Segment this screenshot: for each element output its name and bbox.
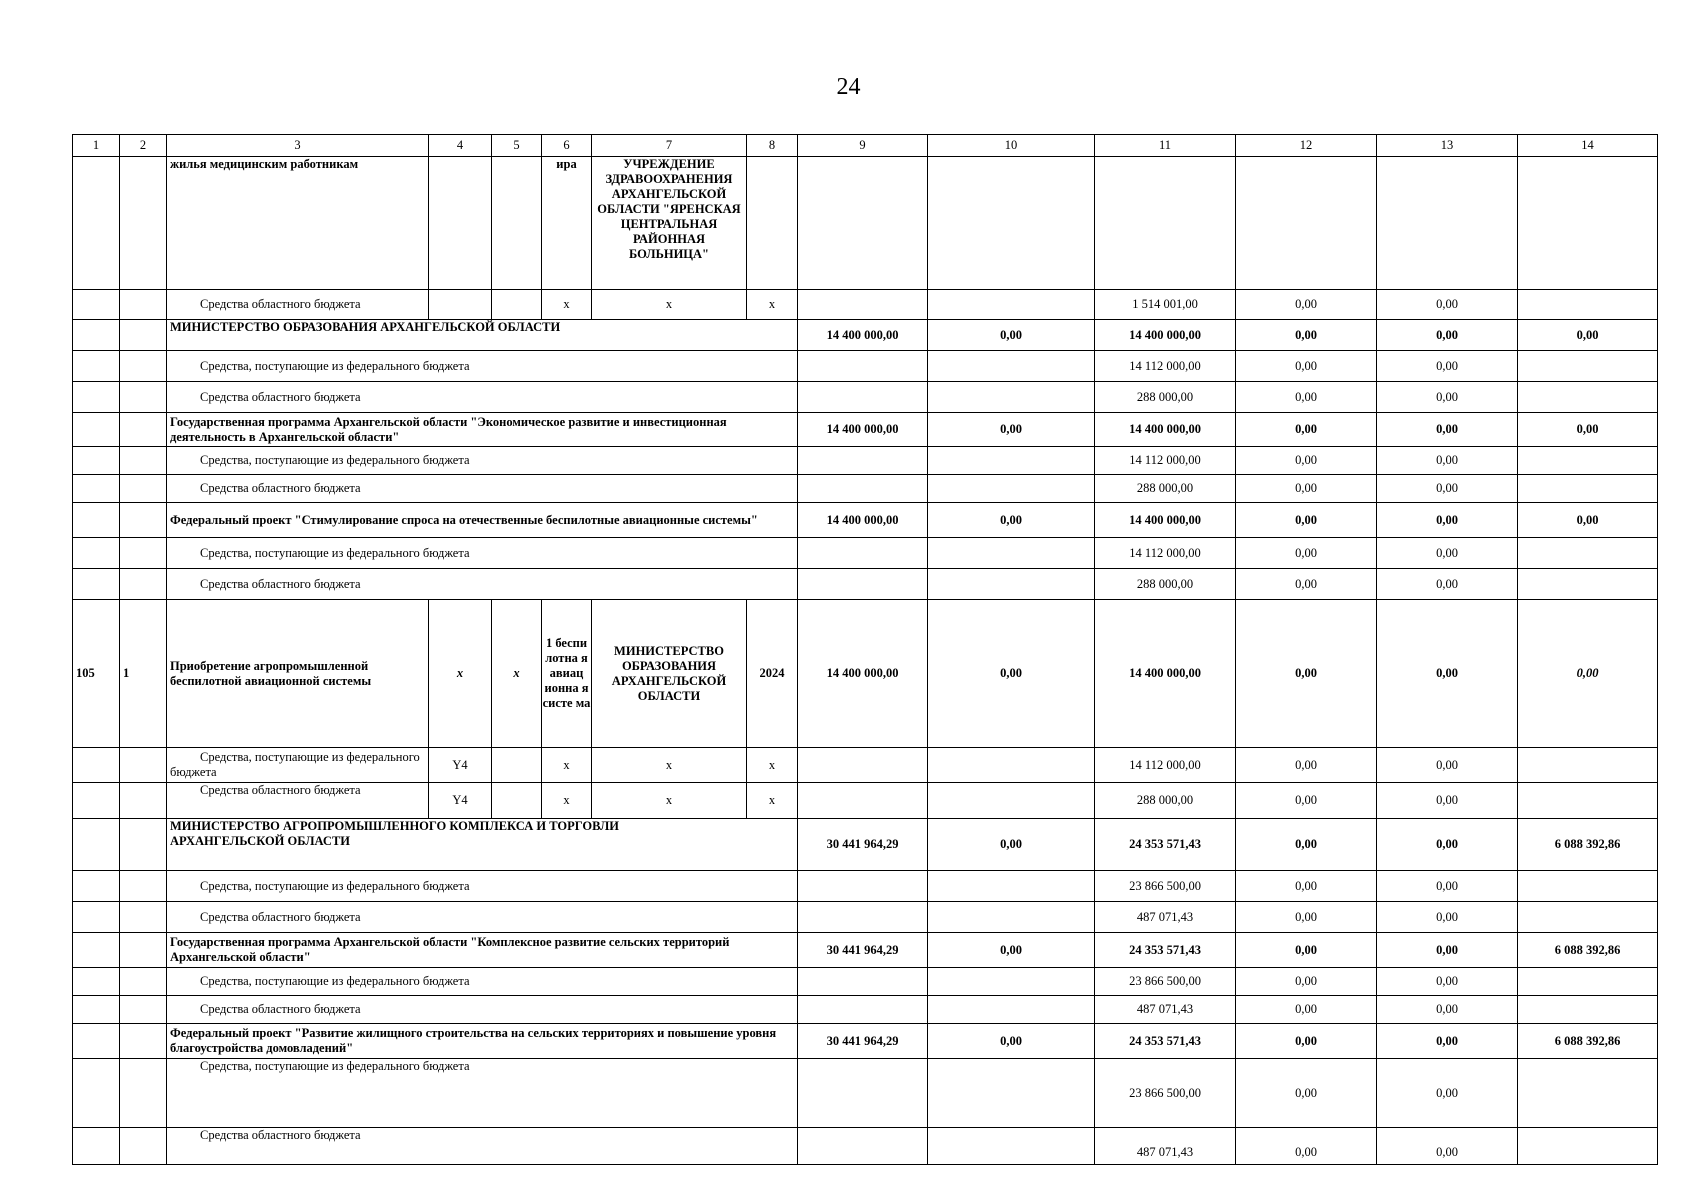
amount-cell: 0,00 [1236, 503, 1377, 538]
amount-cell: 0,00 [1236, 871, 1377, 902]
amount-cell: 0,00 [1236, 968, 1377, 996]
amount-cell: 30 441 964,29 [798, 1024, 928, 1059]
amount-cell: 14 112 000,00 [1095, 538, 1236, 569]
amount-cell: 487 071,43 [1095, 902, 1236, 933]
amount-cell: 0,00 [928, 933, 1095, 968]
table-row [73, 157, 1658, 290]
value-cell: х [492, 600, 542, 748]
column-header: 1 [73, 135, 120, 157]
table-row [73, 503, 1658, 538]
amount-cell: 0,00 [1518, 413, 1658, 447]
amount-cell: 30 441 964,29 [798, 819, 928, 871]
table-row [73, 382, 1658, 413]
column-header: 8 [747, 135, 798, 157]
table-row [73, 933, 1658, 968]
value-cell: Y4 [429, 748, 492, 783]
funding-source: Средства областного бюджета [167, 569, 798, 600]
value-cell: х [592, 290, 747, 320]
funding-source: Средства областного бюджета [167, 902, 798, 933]
amount-cell: 14 400 000,00 [798, 413, 928, 447]
funding-source: Средства, поступающие из федерального бюджета [167, 968, 798, 996]
amount-cell: 0,00 [1518, 600, 1658, 748]
amount-cell: 0,00 [1377, 996, 1518, 1024]
amount-cell: 24 353 571,43 [1095, 1024, 1236, 1059]
table-row [73, 447, 1658, 475]
amount-cell: 0,00 [928, 600, 1095, 748]
amount-cell: 24 353 571,43 [1095, 933, 1236, 968]
amount-cell: 0,00 [1377, 819, 1518, 871]
table-row [73, 902, 1658, 933]
amount-cell: 0,00 [1236, 996, 1377, 1024]
amount-cell: 1 514 001,00 [1095, 290, 1236, 320]
amount-cell: 0,00 [1377, 933, 1518, 968]
value-cell: х [542, 783, 592, 819]
amount-cell: 6 088 392,86 [1518, 1024, 1658, 1059]
value-cell: х [747, 290, 798, 320]
amount-cell: 0,00 [928, 413, 1095, 447]
table-row [73, 351, 1658, 382]
amount-cell: 0,00 [1236, 351, 1377, 382]
table-header-row [73, 135, 1658, 157]
column-header: 14 [1518, 135, 1658, 157]
year-cell: 2024 [747, 600, 798, 748]
amount-cell: 23 866 500,00 [1095, 871, 1236, 902]
amount-cell: 23 866 500,00 [1095, 1059, 1236, 1128]
funding-source: Средства областного бюджета [167, 996, 798, 1024]
funding-source: Средства, поступающие из федерального бюджета [167, 748, 429, 783]
column-header: 10 [928, 135, 1095, 157]
amount-cell: 487 071,43 [1095, 996, 1236, 1024]
amount-cell: 0,00 [1377, 538, 1518, 569]
amount-cell: 14 112 000,00 [1095, 351, 1236, 382]
amount-cell: 288 000,00 [1095, 382, 1236, 413]
amount-cell: 0,00 [1377, 1024, 1518, 1059]
table-row [73, 320, 1658, 351]
value-cell: х [592, 783, 747, 819]
amount-cell: 0,00 [1236, 600, 1377, 748]
value-cell: Y4 [429, 783, 492, 819]
table-row [73, 475, 1658, 503]
value-cell: х [592, 748, 747, 783]
amount-cell: 0,00 [1236, 538, 1377, 569]
table-row [73, 783, 1658, 819]
section-title: МИНИСТЕРСТВО ОБРАЗОВАНИЯ АРХАНГЕЛЬСКОЙ ОБЛАСТИ [167, 320, 798, 351]
amount-cell: 0,00 [928, 503, 1095, 538]
result-cell: 1 беспи лотна я авиац ионна я систе ма [542, 600, 592, 748]
amount-cell: 288 000,00 [1095, 783, 1236, 819]
column-header: 13 [1377, 135, 1518, 157]
table-row [73, 1128, 1658, 1165]
amount-cell: 0,00 [1236, 290, 1377, 320]
amount-cell: 0,00 [1236, 320, 1377, 351]
value-cell: х [542, 290, 592, 320]
item-name: жилья медицинским работникам [167, 157, 429, 290]
amount-cell: 30 441 964,29 [798, 933, 928, 968]
funding-source: Средства, поступающие из федерального бюджета [167, 1059, 798, 1128]
value-cell: х [747, 748, 798, 783]
funding-source: Средства областного бюджета [167, 290, 429, 320]
item-name: Приобретение агропромышленной беспилотной авиационной системы [167, 600, 429, 748]
amount-cell: 288 000,00 [1095, 475, 1236, 503]
funding-source: Средства, поступающие из федерального бюджета [167, 351, 798, 382]
table-row [73, 996, 1658, 1024]
amount-cell: 14 400 000,00 [1095, 320, 1236, 351]
column-header: 7 [592, 135, 747, 157]
amount-cell: 14 400 000,00 [798, 600, 928, 748]
table-row [73, 600, 1658, 748]
amount-cell: 0,00 [1377, 600, 1518, 748]
column-header: 12 [1236, 135, 1377, 157]
amount-cell: 0,00 [1377, 968, 1518, 996]
funding-source: Средства областного бюджета [167, 475, 798, 503]
column-header: 5 [492, 135, 542, 157]
amount-cell: 0,00 [1377, 902, 1518, 933]
column-header: 6 [542, 135, 592, 157]
result-cell: ира [542, 157, 592, 290]
column-header: 4 [429, 135, 492, 157]
amount-cell: 0,00 [1236, 447, 1377, 475]
amount-cell: 0,00 [928, 1024, 1095, 1059]
value-cell: х [747, 783, 798, 819]
program-title: Государственная программа Архангельской области "Экономическое развитие и инвестиционная деятельность в Архангельской области" [167, 413, 798, 447]
amount-cell: 0,00 [1377, 1128, 1518, 1165]
funding-source: Средства, поступающие из федерального бюджета [167, 538, 798, 569]
table-row [73, 819, 1658, 871]
amount-cell: 0,00 [1377, 382, 1518, 413]
amount-cell: 6 088 392,86 [1518, 933, 1658, 968]
table-row [73, 569, 1658, 600]
page-number: 24 [836, 74, 861, 100]
amount-cell: 24 353 571,43 [1095, 819, 1236, 871]
amount-cell: 0,00 [1236, 933, 1377, 968]
amount-cell: 14 112 000,00 [1095, 447, 1236, 475]
funding-source: Средства областного бюджета [167, 382, 798, 413]
table-row [73, 748, 1658, 783]
amount-cell: 0,00 [1377, 475, 1518, 503]
amount-cell: 288 000,00 [1095, 569, 1236, 600]
sub-number: 1 [120, 600, 167, 748]
funding-source: Средства, поступающие из федерального бюджета [167, 447, 798, 475]
column-header: 9 [798, 135, 928, 157]
amount-cell: 0,00 [1236, 902, 1377, 933]
value-cell: х [429, 600, 492, 748]
amount-cell: 6 088 392,86 [1518, 819, 1658, 871]
funding-source: Средства, поступающие из федерального бюджета [167, 871, 798, 902]
amount-cell: 0,00 [1377, 569, 1518, 600]
amount-cell: 0,00 [1236, 1059, 1377, 1128]
amount-cell: 0,00 [1377, 1059, 1518, 1128]
amount-cell: 0,00 [1236, 748, 1377, 783]
budget-table [72, 134, 1658, 1165]
amount-cell: 0,00 [1236, 413, 1377, 447]
amount-cell: 14 400 000,00 [798, 320, 928, 351]
amount-cell: 0,00 [928, 320, 1095, 351]
column-header: 2 [120, 135, 167, 157]
amount-cell: 0,00 [1236, 569, 1377, 600]
executor-cell: УЧРЕЖДЕНИЕ ЗДРАВООХРАНЕНИЯ АРХАНГЕЛЬСКОЙ ОБЛАСТИ "ЯРЕНСКАЯ ЦЕНТРАЛЬНАЯ РАЙОННАЯ БОЛЬНИЦА" [592, 157, 747, 290]
amount-cell: 0,00 [1377, 413, 1518, 447]
amount-cell: 0,00 [1377, 783, 1518, 819]
amount-cell: 0,00 [1236, 1024, 1377, 1059]
amount-cell: 0,00 [1377, 748, 1518, 783]
amount-cell: 0,00 [1236, 1128, 1377, 1165]
amount-cell: 0,00 [1518, 503, 1658, 538]
amount-cell: 0,00 [1236, 783, 1377, 819]
amount-cell: 0,00 [1377, 871, 1518, 902]
amount-cell: 0,00 [1236, 382, 1377, 413]
amount-cell: 0,00 [1518, 320, 1658, 351]
amount-cell: 0,00 [1236, 475, 1377, 503]
table-row [73, 290, 1658, 320]
amount-cell: 14 400 000,00 [1095, 503, 1236, 538]
table-row [73, 1059, 1658, 1128]
amount-cell: 14 400 000,00 [1095, 413, 1236, 447]
amount-cell: 0,00 [1377, 320, 1518, 351]
amount-cell: 14 400 000,00 [798, 503, 928, 538]
amount-cell: 23 866 500,00 [1095, 968, 1236, 996]
amount-cell: 14 400 000,00 [1095, 600, 1236, 748]
table-row [73, 871, 1658, 902]
table-row [73, 538, 1658, 569]
amount-cell: 0,00 [1377, 351, 1518, 382]
amount-cell: 14 112 000,00 [1095, 748, 1236, 783]
project-title: Федеральный проект "Развитие жилищного строительства на сельских территориях и повышение уровня благоустройства домовладений" [167, 1024, 798, 1059]
funding-source: Средства областного бюджета [167, 1128, 798, 1165]
amount-cell: 0,00 [928, 819, 1095, 871]
amount-cell: 0,00 [1377, 447, 1518, 475]
table-row [73, 413, 1658, 447]
executor-cell: МИНИСТЕРСТВО ОБРАЗОВАНИЯ АРХАНГЕЛЬСКОЙ ОБЛАСТИ [592, 600, 747, 748]
amount-cell: 487 071,43 [1095, 1128, 1236, 1165]
program-title: Государственная программа Архангельской области "Комплексное развитие сельских территорий Архангельской области" [167, 933, 798, 968]
table-row [73, 1024, 1658, 1059]
section-title: МИНИСТЕРСТВО АГРОПРОМЫШЛЕННОГО КОМПЛЕКСА И ТОРГОВЛИ АРХАНГЕЛЬСКОЙ ОБЛАСТИ [167, 819, 798, 871]
project-title: Федеральный проект "Стимулирование спроса на отечественные беспилотные авиационные системы" [167, 503, 798, 538]
column-header: 3 [167, 135, 429, 157]
table-row [73, 968, 1658, 996]
funding-source: Средства областного бюджета [167, 783, 429, 819]
amount-cell: 0,00 [1377, 503, 1518, 538]
row-number: 105 [73, 600, 120, 748]
amount-cell: 0,00 [1377, 290, 1518, 320]
column-header: 11 [1095, 135, 1236, 157]
amount-cell: 0,00 [1236, 819, 1377, 871]
value-cell: х [542, 748, 592, 783]
